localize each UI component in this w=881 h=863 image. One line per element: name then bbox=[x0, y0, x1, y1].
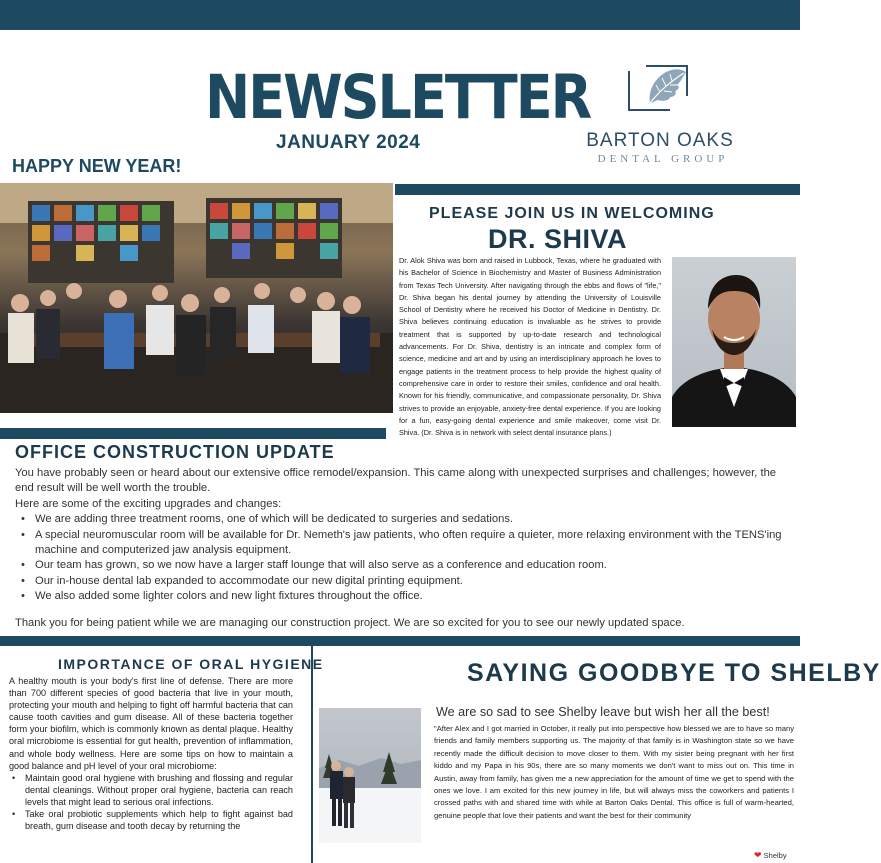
office-intro: You have probably seen or heard about our extensive office remodel/expansion. This came along with unexpected surprises and challenges; however, the end result will be well worth the trouble. bbox=[15, 467, 777, 495]
farewell-couple-photo bbox=[319, 708, 421, 843]
office-thanks-text: Thank you for being patient while we are managing our construction project. We are so excited for you to see our newly updated space. bbox=[15, 617, 685, 629]
welcome-doctor-name: DR. SHIVA bbox=[488, 224, 628, 254]
top-banner-bar bbox=[0, 0, 800, 30]
goodbye-heading: SAYING GOODBYE TO SHELBY bbox=[467, 659, 881, 687]
oral-hygiene-intro: A healthy mouth is your body's first line of defense. There are more than 700 different species of good bacteria that live in your mouth, protecting your mouth and helping to fight off harmful bacteria that can cause tooth cavities and gum disease. All of these bacteria together form your biofilm, which is commonly known as dental plaque. Healthy oral microbiome is essential for gut health, prevention of inflammation, and whole body wellness. Here are some tips on how to maintain a good balance and pH level of your oral microbiome: bbox=[9, 676, 293, 771]
newsletter-date: JANUARY 2024 bbox=[276, 132, 421, 153]
goodbye-lead: We are so sad to see Shelby leave but wish her all the best! bbox=[436, 705, 770, 719]
list-item: • Maintain good oral hygiene with brushing and flossing and regular dental cleanings. Without proper oral hygiene, bacteria can reach levels that might lead to serious oral infections. bbox=[9, 772, 293, 808]
logo-subtitle: DENTAL GROUP bbox=[597, 153, 729, 165]
list-item: • We also added some lighter colors and new light fixtures throughout the office. bbox=[15, 589, 785, 604]
oral-hygiene-tips bbox=[9, 772, 293, 832]
list-item: • Take oral probiotic supplements which help to fight against bad breath, gum disease and tooth decay by returning the bbox=[9, 808, 293, 832]
goodbye-message-text: "After Alex and I got married in October, it really put into perspective how blessed we are to have so many friends and family members supporting us. The majority of that family is in Washington state so we have recently made the difficult decision to move closer to them. With my sister being pregnant with her first kiddo and my Papa in his 90s, there are so many moments we don't want to miss out on. This time in Austin, away from family, has given me a new appreciation for the amount of time we get to spend with the ones we love. I am excited for this new journey in life, but will always miss the coworkers and patients I crossed paths with and shared time with while at Barton Oaks Dental. This office is full of warm-hearted, genuine people that love their patients and want the best for their community bbox=[434, 724, 794, 820]
office-lead: Here are some of the exciting upgrades and changes: bbox=[15, 497, 282, 510]
list-item: • Our in-house dental lab expanded to accommodate our new digital printing equipment. bbox=[15, 574, 785, 589]
welcome-bio-text: Dr. Alok Shiva was born and raised in Lubbock, Texas, where he graduated with his Bachelor of Science in Biochemistry and Master of Business Administration from Texas Tech University. After navigating through the ebbs and flows of "life," Dr. Shiva began his dental journey by attending the University of Louisville School of Dentistry where he received his Doctor of Medicine in Dentistry. Dr. Shiva believes continuing education is invaluable as he strives to provide treatment that is supported by up-to-date research and technological advancements. For Dr. Shiva, dentistry is an intricate and complex form of science, medicine and art and by using an interdisciplinary approach he loves to engage patients in the treatment process to help provide the highest quality of comprehensive care in order to restore their smiles, confidence and oral health. Known for his friendly, communicative, and compassionate personality, Dr. Shiva strives to provide an enjoyable, anxiety-free dental experience. If you are looking for a fun, easy-going dental experience and smile makeover, come visit Dr. Shiva. (Dr. Shiva is in network with select dental insurance plans.) bbox=[399, 256, 661, 438]
section-divider-bar bbox=[0, 428, 386, 439]
section-divider-bar bbox=[0, 636, 800, 646]
oak-leaf-icon bbox=[626, 63, 690, 113]
team-dinner-photo bbox=[0, 183, 393, 413]
office-upgrade-list bbox=[15, 512, 785, 604]
oral-hygiene-body bbox=[9, 675, 293, 863]
list-item: • A special neuromuscular room will be available for Dr. Nemeth's jaw patients, who often require a quieter, more relaxing environment with the TENS'ing machine and computerized jaw analysis equipment. bbox=[15, 528, 785, 559]
goodbye-signature bbox=[754, 850, 787, 861]
welcome-kicker: PLEASE JOIN US IN WELCOMING bbox=[429, 205, 715, 222]
column-divider bbox=[311, 646, 313, 863]
office-update-heading: OFFICE CONSTRUCTION UPDATE bbox=[15, 442, 335, 462]
newsletter-title: NEWSLETTER bbox=[205, 62, 591, 133]
list-item: • We are adding three treatment rooms, one of which will be dedicated to surgeries and sedations. bbox=[15, 512, 785, 527]
logo-wordmark: BARTON OAKS bbox=[586, 130, 734, 151]
oral-hygiene-heading: IMPORTANCE OF ORAL HYGIENE bbox=[58, 656, 324, 672]
signature-name: Shelby bbox=[763, 851, 787, 860]
list-item: • Our team has grown, so we now have a larger staff lounge that will also serve as a conference and education room. bbox=[15, 558, 785, 573]
greeting-heading: HAPPY NEW YEAR! bbox=[12, 156, 182, 176]
heart-icon: ❤ bbox=[754, 850, 762, 860]
office-update-body bbox=[15, 466, 785, 605]
doctor-portrait-photo bbox=[672, 257, 796, 427]
header-divider-bar bbox=[395, 184, 800, 195]
